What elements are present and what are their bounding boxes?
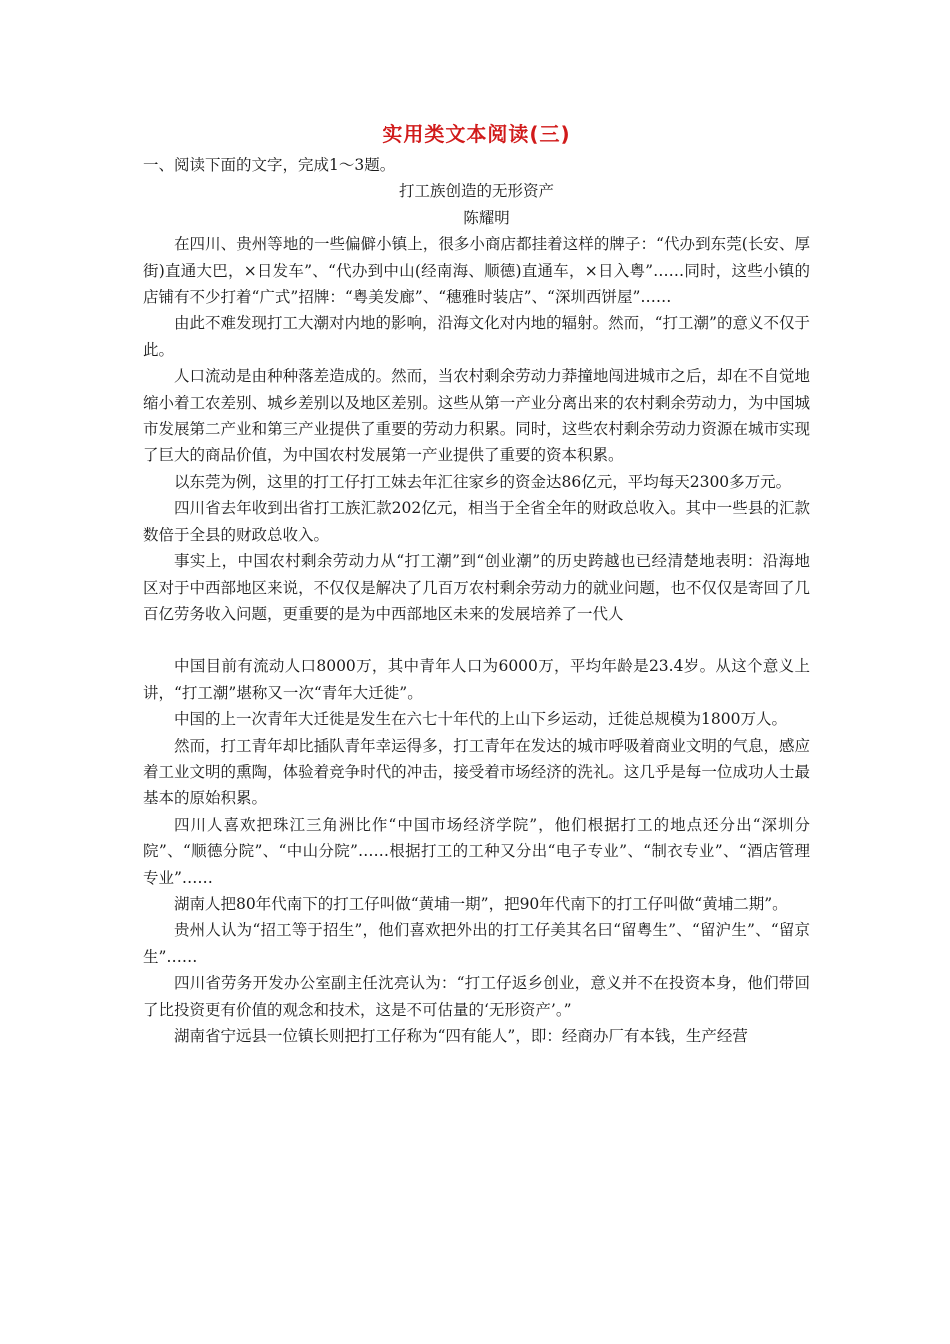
document-body [143,120,810,1049]
paragraph: 中国目前有流动人口8000万，其中青年人口为6000万，平均年龄是23.4岁。从这个意义上讲，“打工潮”堪称又一次“青年大迁徙”。 [143,657,810,702]
question-instruction: 一、阅读下面的文字，完成1～3题。 [143,156,396,174]
paragraph: 事实上，中国农村剩余劳动力从“打工潮”到“创业潮”的历史跨越也已经清楚地表明：沿海地区对于中西部地区来说，不仅仅是解决了几百万农村剩余劳动力的就业问题，也不仅仅是寄回了几百亿劳务收入问题，更重要的是为中西部地区未来的发展培养了一代人 [143,552,810,623]
paragraph: 然而，打工青年却比插队青年幸运得多，打工青年在发达的城市呼吸着商业文明的气息，感应着工业文明的熏陶，体验着竞争时代的冲击，接受着市场经济的洗礼。这几乎是每一位成功人士最基本的原始积累。 [143,736,810,808]
paragraph: 湖南省宁远县一位镇长则把打工仔称为“四有能人”，即：经商办厂有本钱，生产经营 [174,1027,748,1045]
article-title: 打工族创造的无形资产 [398,182,554,201]
paragraph: 湖南人把80年代南下的打工仔叫做“黄埔一期”，把90年代南下的打工仔叫做“黄埔二期”。 [174,894,788,913]
paragraph: 由此不难发现打工大潮对内地的影响，沿海文化对内地的辐射。然而，“打工潮”的意义不仅于此。 [143,314,810,359]
paragraph: 以东莞为例，这里的打工仔打工妹去年汇往家乡的资金达86亿元，平均每天2300多万元。 [174,472,792,491]
blank-gap [143,627,810,653]
paragraph: 中国的上一次青年大迁徙是发生在六七十年代的上山下乡运动，迁徙总规模为1800万人。 [174,710,787,729]
paragraph: 四川人喜欢把珠江三角洲比作“中国市场经济学院”，他们根据打工的地点还分出“深圳分院”、“顺德分院”、“中山分院”……根据打工的工种又分出“电子专业”、“制衣专业”、“酒店管理专业”…… [143,815,810,887]
paragraph: 贵州人认为“招工等于招生”，他们喜欢把外出的打工仔美其名曰“留粤生”、“留沪生”、“留京生”…… [143,921,810,966]
paragraph: 四川省劳务开发办公室副主任沈亮认为：“打工仔返乡创业，意义并不在投资本身，他们带回了比投资更有价值的观念和技术，这是不可估量的‘无形资产’。” [143,974,810,1019]
paragraph: 四川省去年收到出省打工族汇款202亿元，相当于全省全年的财政总收入。其中一些县的汇款数倍于全县的财政总收入。 [143,499,810,544]
paragraph: 人口流动是由种种落差造成的。然而，当农村剩余劳动力莽撞地闯进城市之后，却在不自觉地缩小着工农差别、城乡差别以及地区差别。这些从第一产业分离出来的农村剩余劳动力，为中国城市发展第二产业和第三产业提供了重要的劳动力积累。同时，这些农村剩余劳动力资源在城市实现了巨大的商品价值，为中国农村发展第一产业提供了重要的资本积累。 [143,367,810,465]
document-title: 实用类文本阅读(三) [382,122,571,146]
article-author: 陈耀明 [463,208,510,227]
paragraph: 在四川、贵州等地的一些偏僻小镇上，很多小商店都挂着这样的牌子：“代办到东莞(长安、厚街)直通大巴，×日发车”、“代办到中山(经南海、顺德)直通车，×日入粤”……同时，这些小镇的店铺有不少打着“广式”招牌：“粤美发廊”、“穗雅时装店”、“深圳西饼屋”…… [143,235,810,307]
